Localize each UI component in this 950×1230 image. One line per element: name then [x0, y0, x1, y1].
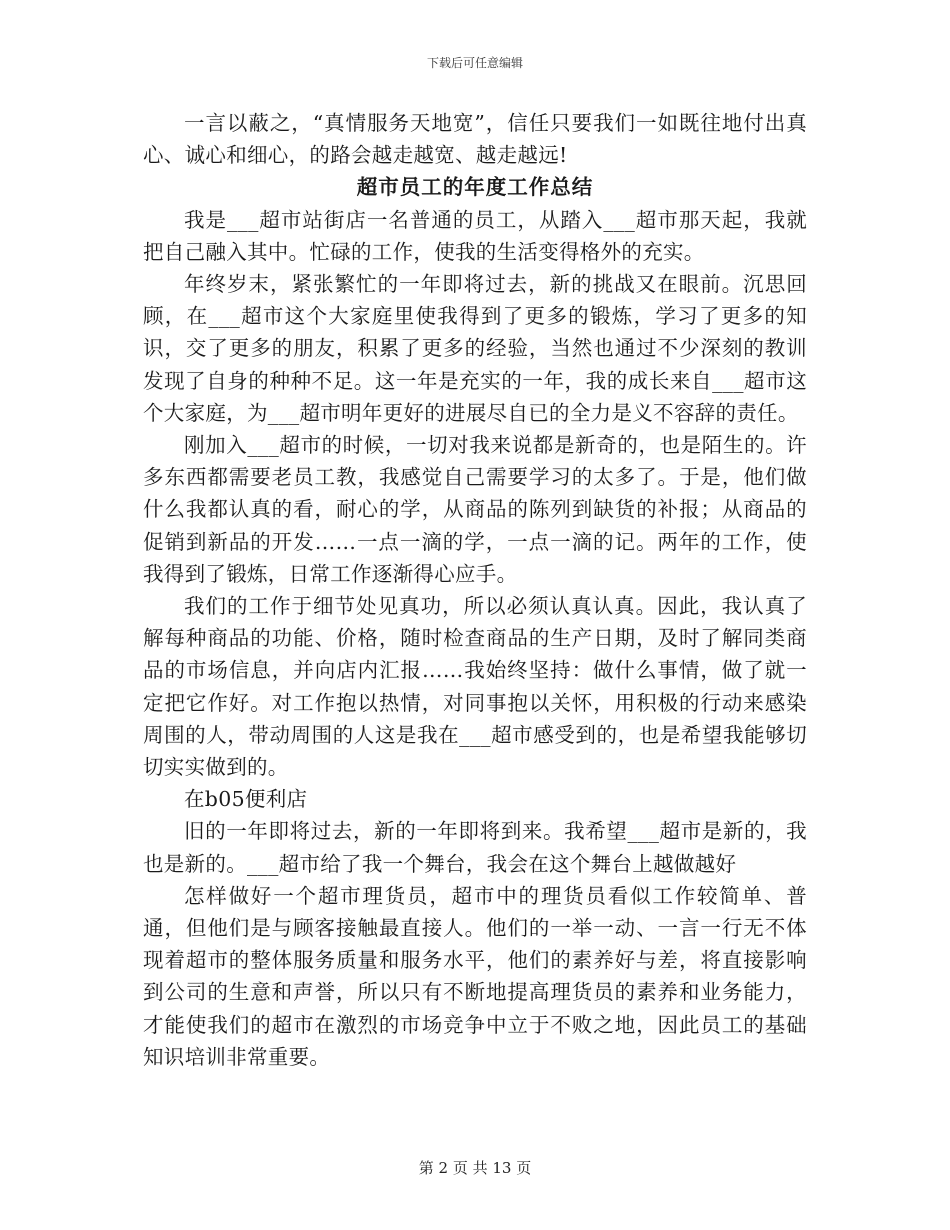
paragraph: 刚加入___超市的时候，一切对我来说都是新奇的，也是陌生的。许多东西都需要老员工教，我感觉自己需要学习的太多了。于是，他们做什么我都认真的看，耐心的学，从商品的陈列到缺货的补报；从商品的促销到新品的开发……一点一滴的学，一点一滴的记。两年的工作，使我得到了锻炼，日常工作逐渐得心应手。	[143, 433, 807, 586]
paragraph: 在b05便利店	[184, 787, 308, 812]
page-header-note: 下载后可任意编辑	[426, 56, 523, 70]
paragraph: 怎样做好一个超市理货员，超市中的理货员看似工作较简单、普通，但他们是与顾客接触最直接人。他们的一举一动、一言一行无不体现着超市的整体服务质量和服务水平，他们的素养好与差，将直接影响到公司的生意和声誉，所以只有不断地提高理货员的素养和业务能力，才能使我们的超市在激烈的市场竞争中立于不败之地，因此员工的基础知识培训非常重要。	[143, 883, 807, 1069]
paragraph: 年终岁末，紧张繁忙的一年即将过去，新的挑战又在眼前。沉思回顾，在___超市这个大家庭里使我得到了更多的锻炼，学习了更多的知识，交了更多的朋友，积累了更多的经验，当然也通过不少深刻的教训发现了自身的种种不足。这一年是充实的一年，我的成长来自___超市这个大家庭，为___超市明年更好的进展尽自已的全力是义不容辞的责任。	[143, 272, 807, 425]
paragraph: 我是___超市站街店一名普通的员工，从踏入___超市那天起，我就把自己融入其中。忙碌的工作，使我的生活变得格外的充实。	[143, 207, 807, 264]
document-body	[143, 107, 807, 1073]
paragraph: 旧的一年即将过去，新的一年即将到来。我希望___超市是新的，我也是新的。___超市给了我一个舞台，我会在这个舞台上越做越好	[143, 819, 807, 876]
document-title: 超市员工的年度工作总结	[356, 175, 594, 200]
page-number: 第 2 页 共 13 页	[418, 1159, 532, 1177]
paragraph: 我们的工作于细节处见真功，所以必须认真认真。因此，我认真了解每种商品的功能、价格，随时检查商品的生产日期，及时了解同类商品的市场信息，并向店内汇报……我始终坚持：做什么事情，做了就一定把它作好。对工作抱以热情，对同事抱以关怀，用积极的行动来感染周围的人，带动周围的人这是我在___超市感受到的，也是希望我能够切切实实做到的。	[143, 594, 807, 780]
intro-paragraph: 一言以蔽之，“真情服务天地宽”，信任只要我们一如既往地付出真心、诚心和细心，的路会越走越宽、越走越远!	[143, 111, 807, 168]
